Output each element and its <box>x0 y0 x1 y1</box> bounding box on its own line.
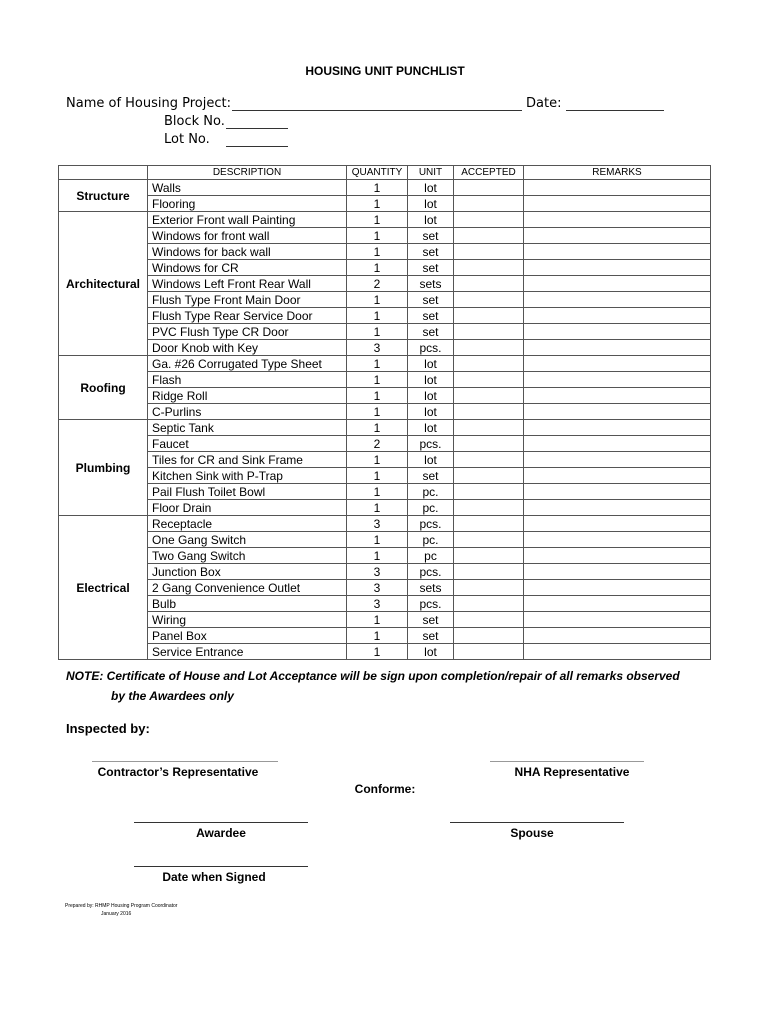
unit-cell: sets <box>408 276 454 292</box>
unit-cell: pcs. <box>408 436 454 452</box>
unit-cell: pcs. <box>408 516 454 532</box>
remarks-cell[interactable] <box>524 372 711 388</box>
remarks-cell[interactable] <box>524 532 711 548</box>
quantity-cell: 1 <box>347 420 408 436</box>
quantity-cell: 1 <box>347 196 408 212</box>
description-cell: Walls <box>148 180 347 196</box>
remarks-cell[interactable] <box>524 180 711 196</box>
accepted-cell[interactable] <box>454 644 524 660</box>
quantity-cell: 1 <box>347 644 408 660</box>
footer-prepared-by: Prepared by: RHMP Housing Program Coordinator <box>65 903 178 909</box>
table-row <box>59 340 711 356</box>
quantity-cell: 3 <box>347 516 408 532</box>
project-name-label: Name of Housing Project: <box>66 96 231 111</box>
header-quantity: QUANTITY <box>347 166 408 180</box>
unit-cell: pc. <box>408 532 454 548</box>
remarks-cell[interactable] <box>524 308 711 324</box>
date-label: Date: <box>526 96 562 111</box>
accepted-cell[interactable] <box>454 356 524 372</box>
quantity-cell: 1 <box>347 388 408 404</box>
description-cell: Windows for front wall <box>148 228 347 244</box>
table-row <box>59 452 711 468</box>
remarks-cell[interactable] <box>524 500 711 516</box>
unit-cell: lot <box>408 388 454 404</box>
description-cell: Septic Tank <box>148 420 347 436</box>
quantity-cell: 3 <box>347 596 408 612</box>
quantity-cell: 3 <box>347 564 408 580</box>
category-cell: Architectural <box>59 212 148 356</box>
table-row <box>59 196 711 212</box>
description-cell: Ridge Roll <box>148 388 347 404</box>
description-cell: Door Knob with Key <box>148 340 347 356</box>
punchlist-body <box>59 180 711 660</box>
unit-cell: sets <box>408 580 454 596</box>
description-cell: Tiles for CR and Sink Frame <box>148 452 347 468</box>
table-row <box>59 260 711 276</box>
header-accepted: ACCEPTED <box>454 166 524 180</box>
unit-cell: set <box>408 468 454 484</box>
table-row <box>59 212 711 228</box>
remarks-cell[interactable] <box>524 420 711 436</box>
accepted-cell[interactable] <box>454 372 524 388</box>
remarks-cell[interactable] <box>524 340 711 356</box>
remarks-cell[interactable] <box>524 356 711 372</box>
remarks-cell[interactable] <box>524 292 711 308</box>
table-row <box>59 324 711 340</box>
remarks-cell[interactable] <box>524 196 711 212</box>
description-cell: Flush Type Front Main Door <box>148 292 347 308</box>
table-row <box>59 388 711 404</box>
unit-cell: pc <box>408 548 454 564</box>
quantity-cell: 1 <box>347 260 408 276</box>
remarks-cell[interactable] <box>524 324 711 340</box>
accepted-cell[interactable] <box>454 308 524 324</box>
quantity-cell: 1 <box>347 212 408 228</box>
accepted-cell[interactable] <box>454 404 524 420</box>
header-category <box>59 166 148 180</box>
description-cell: Service Entrance <box>148 644 347 660</box>
unit-cell: lot <box>408 196 454 212</box>
description-cell: Flush Type Rear Service Door <box>148 308 347 324</box>
spouse-label: Spouse <box>510 826 554 840</box>
accepted-cell[interactable] <box>454 612 524 628</box>
description-cell: Pail Flush Toilet Bowl <box>148 484 347 500</box>
remarks-cell[interactable] <box>524 548 711 564</box>
quantity-cell: 1 <box>347 356 408 372</box>
description-cell: Kitchen Sink with P-Trap <box>148 468 347 484</box>
remarks-cell[interactable] <box>524 228 711 244</box>
accepted-cell[interactable] <box>454 196 524 212</box>
table-row <box>59 420 711 436</box>
punchlist-table <box>58 165 711 660</box>
contractor-label: Contractor’s Representative <box>97 765 259 779</box>
remarks-cell[interactable] <box>524 580 711 596</box>
table-row <box>59 564 711 580</box>
unit-cell: lot <box>408 404 454 420</box>
date-field[interactable] <box>566 110 664 111</box>
unit-cell: lot <box>408 452 454 468</box>
table-row <box>59 404 711 420</box>
description-cell: Two Gang Switch <box>148 548 347 564</box>
description-cell: One Gang Switch <box>148 532 347 548</box>
unit-cell: lot <box>408 372 454 388</box>
unit-cell: pc. <box>408 484 454 500</box>
unit-cell: set <box>408 324 454 340</box>
remarks-cell[interactable] <box>524 644 711 660</box>
accepted-cell[interactable] <box>454 420 524 436</box>
quantity-cell: 1 <box>347 468 408 484</box>
accepted-cell[interactable] <box>454 388 524 404</box>
description-cell: Floor Drain <box>148 500 347 516</box>
lot-no-field[interactable] <box>226 146 288 147</box>
lot-no-label: Lot No. <box>164 132 210 147</box>
conforme-label: Conforme: <box>354 782 416 796</box>
category-cell: Electrical <box>59 516 148 660</box>
table-row <box>59 532 711 548</box>
accepted-cell[interactable] <box>454 340 524 356</box>
date-signed-label: Date when Signed <box>162 870 266 884</box>
awardee-signature-line[interactable] <box>134 822 308 823</box>
description-cell: Flash <box>148 372 347 388</box>
description-cell: Flooring <box>148 196 347 212</box>
date-signed-line[interactable] <box>134 866 308 867</box>
quantity-cell: 1 <box>347 228 408 244</box>
contractor-signature-line[interactable] <box>92 761 278 762</box>
table-row <box>59 484 711 500</box>
table-row <box>59 580 711 596</box>
quantity-cell: 1 <box>347 500 408 516</box>
table-row <box>59 516 711 532</box>
header-remarks: REMARKS <box>524 166 711 180</box>
remarks-cell[interactable] <box>524 404 711 420</box>
table-row <box>59 308 711 324</box>
accepted-cell[interactable] <box>454 580 524 596</box>
block-no-field[interactable] <box>226 128 288 129</box>
project-name-field[interactable] <box>232 110 522 111</box>
description-cell: C-Purlins <box>148 404 347 420</box>
remarks-cell[interactable] <box>524 612 711 628</box>
accepted-cell[interactable] <box>454 228 524 244</box>
category-cell: Structure <box>59 180 148 212</box>
inspected-by-label: Inspected by: <box>66 721 150 736</box>
remarks-cell[interactable] <box>524 484 711 500</box>
unit-cell: lot <box>408 356 454 372</box>
accepted-cell[interactable] <box>454 628 524 644</box>
accepted-cell[interactable] <box>454 484 524 500</box>
accepted-cell[interactable] <box>454 468 524 484</box>
accepted-cell[interactable] <box>454 292 524 308</box>
category-cell: Plumbing <box>59 420 148 516</box>
remarks-cell[interactable] <box>524 212 711 228</box>
table-row <box>59 292 711 308</box>
quantity-cell: 1 <box>347 180 408 196</box>
unit-cell: set <box>408 228 454 244</box>
header-description: DESCRIPTION <box>148 166 347 180</box>
description-cell: Windows for CR <box>148 260 347 276</box>
description-cell: Windows Left Front Rear Wall <box>148 276 347 292</box>
remarks-cell[interactable] <box>524 516 711 532</box>
table-row <box>59 180 711 196</box>
accepted-cell[interactable] <box>454 500 524 516</box>
accepted-cell[interactable] <box>454 324 524 340</box>
accepted-cell[interactable] <box>454 436 524 452</box>
accepted-cell[interactable] <box>454 564 524 580</box>
unit-cell: set <box>408 612 454 628</box>
quantity-cell: 2 <box>347 436 408 452</box>
accepted-cell[interactable] <box>454 276 524 292</box>
remarks-cell[interactable] <box>524 628 711 644</box>
remarks-cell[interactable] <box>524 596 711 612</box>
unit-cell: set <box>408 628 454 644</box>
accepted-cell[interactable] <box>454 596 524 612</box>
table-row <box>59 596 711 612</box>
quantity-cell: 3 <box>347 580 408 596</box>
accepted-cell[interactable] <box>454 260 524 276</box>
table-row <box>59 548 711 564</box>
remarks-cell[interactable] <box>524 276 711 292</box>
accepted-cell[interactable] <box>454 244 524 260</box>
quantity-cell: 1 <box>347 244 408 260</box>
quantity-cell: 1 <box>347 452 408 468</box>
unit-cell: pcs. <box>408 596 454 612</box>
table-row <box>59 628 711 644</box>
quantity-cell: 3 <box>347 340 408 356</box>
accepted-cell[interactable] <box>454 548 524 564</box>
footer-date: January 2016 <box>101 911 132 917</box>
quantity-cell: 1 <box>347 324 408 340</box>
description-cell: Windows for back wall <box>148 244 347 260</box>
table-row <box>59 644 711 660</box>
spouse-signature-line[interactable] <box>450 822 624 823</box>
accepted-cell[interactable] <box>454 212 524 228</box>
unit-cell: set <box>408 308 454 324</box>
remarks-cell[interactable] <box>524 564 711 580</box>
accepted-cell[interactable] <box>454 516 524 532</box>
table-row <box>59 436 711 452</box>
unit-cell: set <box>408 260 454 276</box>
unit-cell: pc. <box>408 500 454 516</box>
note-line-1: NOTE: Certificate of House and Lot Acceptance will be sign upon completion/repair of all remarks observed <box>66 669 680 683</box>
quantity-cell: 1 <box>347 532 408 548</box>
nha-label: NHA Representative <box>514 765 630 779</box>
description-cell: Receptacle <box>148 516 347 532</box>
quantity-cell: 2 <box>347 276 408 292</box>
description-cell: Bulb <box>148 596 347 612</box>
description-cell: Wiring <box>148 612 347 628</box>
table-row <box>59 276 711 292</box>
quantity-cell: 1 <box>347 628 408 644</box>
remarks-cell[interactable] <box>524 436 711 452</box>
remarks-cell[interactable] <box>524 244 711 260</box>
quantity-cell: 1 <box>347 308 408 324</box>
unit-cell: set <box>408 292 454 308</box>
table-row <box>59 612 711 628</box>
awardee-label: Awardee <box>196 826 246 840</box>
description-cell: Junction Box <box>148 564 347 580</box>
description-cell: Faucet <box>148 436 347 452</box>
remarks-cell[interactable] <box>524 468 711 484</box>
quantity-cell: 1 <box>347 372 408 388</box>
category-cell: Roofing <box>59 356 148 420</box>
unit-cell: lot <box>408 644 454 660</box>
quantity-cell: 1 <box>347 612 408 628</box>
description-cell: 2 Gang Convenience Outlet <box>148 580 347 596</box>
quantity-cell: 1 <box>347 548 408 564</box>
document-title: HOUSING UNIT PUNCHLIST <box>305 64 465 78</box>
quantity-cell: 1 <box>347 292 408 308</box>
description-cell: PVC Flush Type CR Door <box>148 324 347 340</box>
header-unit: UNIT <box>408 166 454 180</box>
table-row <box>59 500 711 516</box>
unit-cell: lot <box>408 420 454 436</box>
unit-cell: lot <box>408 212 454 228</box>
table-row <box>59 372 711 388</box>
quantity-cell: 1 <box>347 404 408 420</box>
table-row <box>59 356 711 372</box>
accepted-cell[interactable] <box>454 452 524 468</box>
unit-cell: pcs. <box>408 564 454 580</box>
remarks-cell[interactable] <box>524 260 711 276</box>
block-no-label: Block No. <box>164 114 225 129</box>
description-cell: Exterior Front wall Painting <box>148 212 347 228</box>
table-row <box>59 244 711 260</box>
accepted-cell[interactable] <box>454 180 524 196</box>
accepted-cell[interactable] <box>454 532 524 548</box>
note-line-2: by the Awardees only <box>111 689 234 703</box>
description-cell: Ga. #26 Corrugated Type Sheet <box>148 356 347 372</box>
table-header-row <box>59 166 711 180</box>
table-row <box>59 228 711 244</box>
unit-cell: pcs. <box>408 340 454 356</box>
table-row <box>59 468 711 484</box>
unit-cell: set <box>408 244 454 260</box>
remarks-cell[interactable] <box>524 452 711 468</box>
description-cell: Panel Box <box>148 628 347 644</box>
remarks-cell[interactable] <box>524 388 711 404</box>
quantity-cell: 1 <box>347 484 408 500</box>
unit-cell: lot <box>408 180 454 196</box>
nha-signature-line[interactable] <box>490 761 644 762</box>
